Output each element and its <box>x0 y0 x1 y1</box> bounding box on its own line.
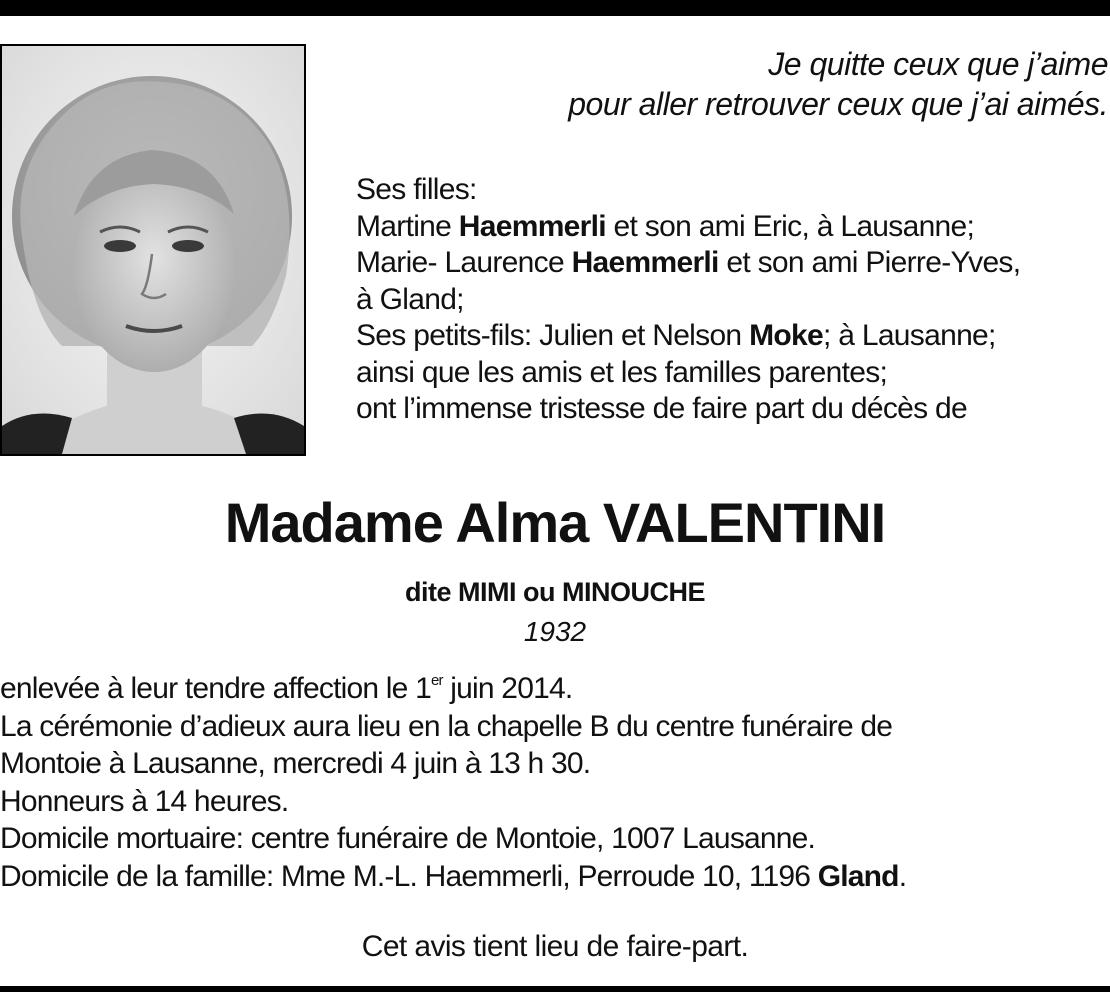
closing-note: Cet avis tient lieu de faire-part. <box>361 930 749 963</box>
epigraph-line-2: pour aller retrouver ceux que j’ai aimés. <box>568 86 1108 122</box>
birth-year: 1932 <box>523 616 587 647</box>
date-of-passing <box>0 670 1110 708</box>
grandsons-names: Ses petits-fils: Julien et Nelson <box>356 319 750 352</box>
family-address-period: . <box>898 859 907 893</box>
ceremony-line-2: Montoie à Lausanne, mercredi 4 juin à 13 h 30. <box>0 747 591 780</box>
daughter-1-detail: et son ami Eric, à Lausanne; <box>605 209 975 243</box>
daughters-heading: Ses filles: <box>356 173 477 206</box>
daughter-2-continued: à Gland; <box>356 282 464 316</box>
friends-and-relatives: ainsi que les amis et les familles parentes; <box>356 355 888 389</box>
bottom-border-rule <box>0 986 1110 992</box>
family-address-text: Domicile de la famille: Mme M.-L. Haemmerli, Perroude 10, 1196 <box>0 859 818 893</box>
portrait-photo <box>0 44 306 456</box>
deceased-nickname: dite MIMI ou MINOUCHE <box>405 577 705 607</box>
family-address <box>0 858 1110 896</box>
daughter-1 <box>356 209 1110 246</box>
announcement-line: ont l’immense tristesse de faire part du décès de <box>356 392 968 425</box>
mortuary-address: Domicile mortuaire: centre funéraire de Montoie, 1007 Lausanne. <box>0 822 816 855</box>
funeral-details <box>0 670 1110 895</box>
daughter-2-first-name: Marie- Laurence <box>356 246 572 279</box>
daughter-2 <box>356 245 1110 282</box>
top-border-rule <box>0 0 1110 16</box>
epigraph-line-1: Je quitte ceux que j’aime <box>768 46 1108 82</box>
ordinal-suffix: er <box>430 672 443 689</box>
daughter-1-first-name: Martine <box>356 209 459 243</box>
grandsons-surname: Moke <box>749 319 823 352</box>
daughter-1-surname: Haemmerli <box>458 209 606 243</box>
daughter-2-surname: Haemmerli <box>571 246 719 279</box>
deceased-name: Madame Alma VALENTINI <box>224 491 886 554</box>
ceremony-line-1: La cérémonie d’adieux aura lieu en la chapelle B du centre funéraire de <box>0 709 893 743</box>
honours-time: Honneurs à 14 heures. <box>0 784 289 818</box>
grandsons-detail: ; à Lausanne; <box>822 319 996 352</box>
family-announcement <box>356 172 1110 428</box>
family-address-town: Gland <box>817 859 899 893</box>
passing-text: enlevée à leur tendre affection le 1 <box>0 672 431 705</box>
grandsons <box>356 318 1110 355</box>
epigraph-quote <box>568 44 1108 124</box>
daughter-2-detail: et son ami Pierre-Yves, <box>718 246 1021 279</box>
passing-date: juin 2014. <box>442 672 573 705</box>
